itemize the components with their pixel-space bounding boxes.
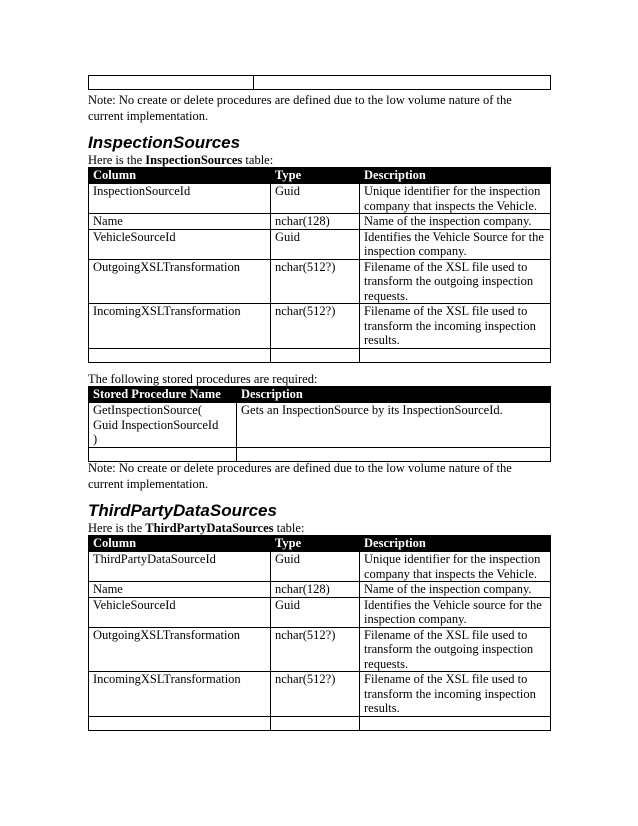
column-header: Description xyxy=(360,536,551,552)
table-cell: Unique identifier for the inspection company that inspects the Vehicle. xyxy=(360,184,551,214)
third-party-table xyxy=(88,535,551,731)
third-party-table-block xyxy=(88,535,551,731)
table-cell xyxy=(89,447,237,461)
intro-table-name: InspectionSources xyxy=(145,153,243,167)
column-header: Column xyxy=(89,536,271,552)
table-cell xyxy=(360,716,551,730)
column-header: Type xyxy=(271,168,360,184)
note-mid: Note: No create or delete procedures are defined due to the low volume nature of the current implementation. xyxy=(88,461,512,491)
table-row xyxy=(89,672,551,717)
stored-procs-table xyxy=(88,386,551,462)
table-row xyxy=(89,348,551,362)
table-cell: Guid xyxy=(271,552,360,582)
table-cell: Guid xyxy=(271,229,360,259)
table-cell: Name of the inspection company. xyxy=(360,214,551,230)
table-cell: IncomingXSLTransformation xyxy=(89,304,271,349)
table-cell: Gets an InspectionSource by its InspectionSourceId. xyxy=(237,403,551,448)
table-row xyxy=(89,582,551,598)
table-cell: OutgoingXSLTransformation xyxy=(89,627,271,672)
intro-text: Here is the xyxy=(88,521,146,535)
table-cell: GetInspectionSource( Guid InspectionSourceId ) xyxy=(89,403,237,448)
table-cell: Guid xyxy=(271,597,360,627)
table-row xyxy=(89,627,551,672)
table-row xyxy=(89,447,551,461)
column-header: Description xyxy=(237,387,551,403)
table-row xyxy=(89,214,551,230)
table-header-row xyxy=(89,536,551,552)
table-cell xyxy=(237,447,551,461)
table-cell: ThirdPartyDataSourceId xyxy=(89,552,271,582)
column-header: Description xyxy=(360,168,551,184)
third-party-intro xyxy=(88,521,551,536)
table-header-row xyxy=(89,168,551,184)
stored-procs-intro: The following stored procedures are required: xyxy=(88,372,318,386)
table-cell: Guid xyxy=(271,184,360,214)
table-row xyxy=(89,716,551,730)
table-cell xyxy=(271,348,360,362)
top-table-block xyxy=(88,75,551,90)
table-row xyxy=(89,184,551,214)
table-cell: nchar(512?) xyxy=(271,672,360,717)
table-cell xyxy=(254,76,551,90)
table-row xyxy=(89,76,551,90)
table-cell: Name xyxy=(89,582,271,598)
inspection-sources-table-block xyxy=(88,167,551,363)
table-row xyxy=(89,304,551,349)
table-cell: Filename of the XSL file used to transform the incoming inspection results. xyxy=(360,672,551,717)
inspection-sources-table xyxy=(88,167,551,363)
section-heading: InspectionSources xyxy=(88,133,241,152)
note-top: Note: No create or delete procedures are defined due to the low volume nature of the current implementation. xyxy=(88,93,512,123)
table-header-row xyxy=(89,387,551,403)
stored-procs-table-block xyxy=(88,386,551,462)
intro-text-suffix: table: xyxy=(242,153,274,167)
table-cell xyxy=(89,76,254,90)
top-table xyxy=(88,75,551,90)
table-cell: nchar(512?) xyxy=(271,627,360,672)
table-cell: VehicleSourceId xyxy=(89,597,271,627)
table-row xyxy=(89,259,551,304)
table-cell: InspectionSourceId xyxy=(89,184,271,214)
table-cell: IncomingXSLTransformation xyxy=(89,672,271,717)
intro-table-name: ThirdPartyDataSources xyxy=(145,521,274,535)
table-cell: Filename of the XSL file used to transform the outgoing inspection requests. xyxy=(360,259,551,304)
table-cell xyxy=(89,348,271,362)
table-cell: Filename of the XSL file used to transform the outgoing inspection requests. xyxy=(360,627,551,672)
table-cell: nchar(128) xyxy=(271,582,360,598)
table-cell: nchar(512?) xyxy=(271,304,360,349)
table-cell xyxy=(271,716,360,730)
section-heading: ThirdPartyDataSources xyxy=(88,501,277,520)
column-header: Type xyxy=(271,536,360,552)
table-cell: OutgoingXSLTransformation xyxy=(89,259,271,304)
table-row xyxy=(89,229,551,259)
intro-text: Here is the xyxy=(88,153,146,167)
intro-text-suffix: table: xyxy=(273,521,305,535)
section-third-party xyxy=(88,501,551,521)
table-row xyxy=(89,403,551,448)
table-cell: Identifies the Vehicle Source for the inspection company. xyxy=(360,229,551,259)
table-cell: Identifies the Vehicle source for the inspection company. xyxy=(360,597,551,627)
table-cell: Filename of the XSL file used to transform the incoming inspection results. xyxy=(360,304,551,349)
column-header: Stored Procedure Name xyxy=(89,387,237,403)
table-cell: Name xyxy=(89,214,271,230)
table-cell: nchar(512?) xyxy=(271,259,360,304)
table-cell xyxy=(89,716,271,730)
section-inspection-sources xyxy=(88,133,551,153)
table-cell: Unique identifier for the inspection company that inspects the Vehicle. xyxy=(360,552,551,582)
column-header: Column xyxy=(89,168,271,184)
table-cell xyxy=(360,348,551,362)
table-row xyxy=(89,552,551,582)
table-cell: nchar(128) xyxy=(271,214,360,230)
table-cell: Name of the inspection company. xyxy=(360,582,551,598)
table-row xyxy=(89,597,551,627)
inspection-sources-intro xyxy=(88,153,551,168)
table-cell: VehicleSourceId xyxy=(89,229,271,259)
